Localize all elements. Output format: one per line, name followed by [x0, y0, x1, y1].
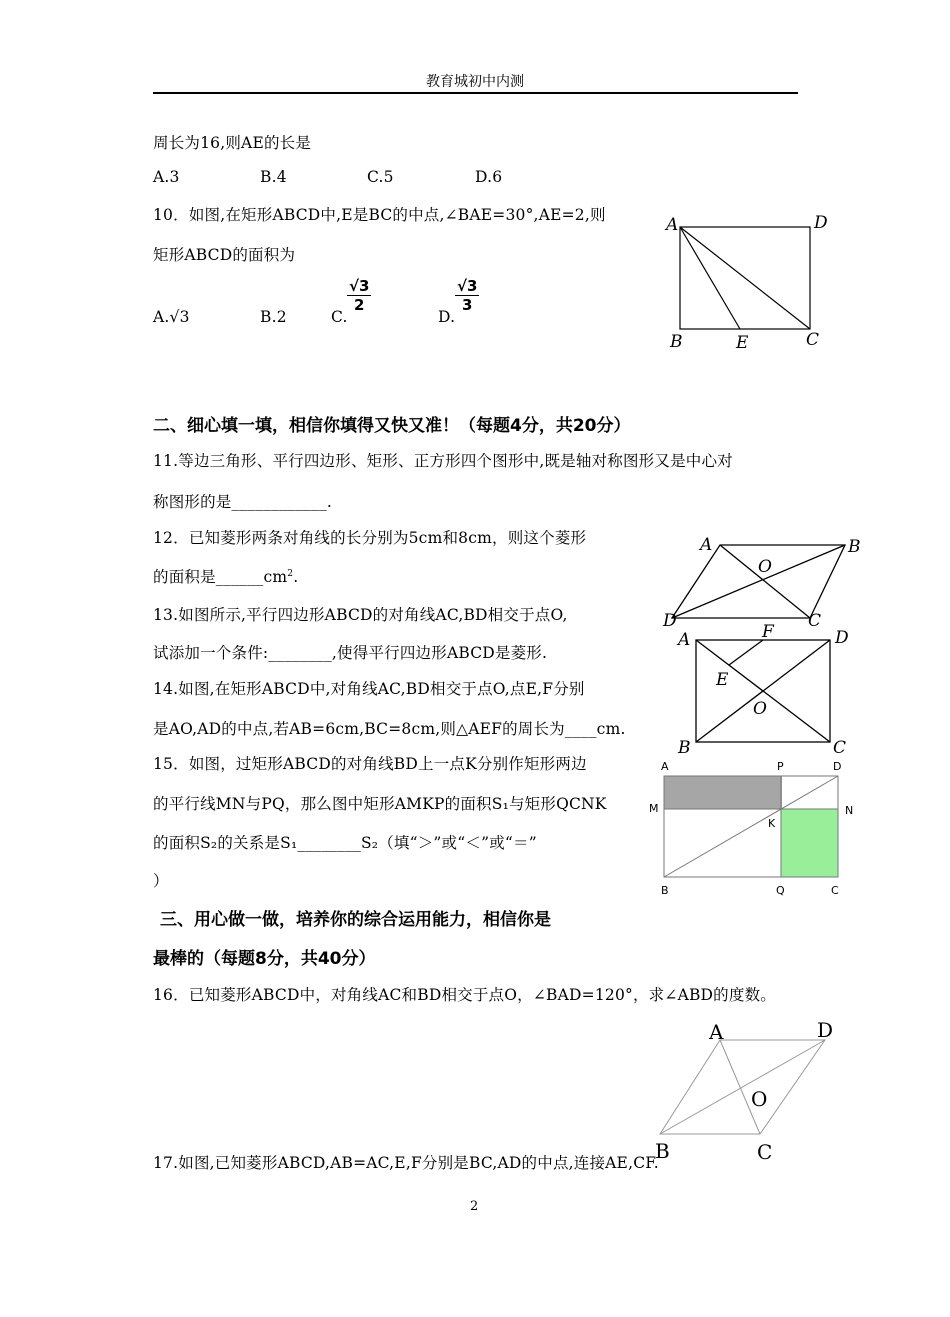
section-3-title-line-2: 最棒的（每题8分，共40分） — [153, 949, 376, 969]
fig12-label-c: C — [808, 611, 822, 631]
fig14-label-e: E — [716, 670, 729, 690]
fig12-label-a: A — [700, 535, 713, 555]
fig15-label-m: M — [649, 802, 659, 815]
fig12-label-o: O — [758, 557, 772, 577]
fig16-label-a: A — [709, 1020, 724, 1044]
fig15-label-n: N — [845, 804, 854, 817]
fig16-label-c: C — [757, 1140, 773, 1164]
fig14-label-b: B — [678, 738, 691, 758]
q13-line-1: 13.如图所示,平行四边形ABCD的对角线AC,BD相交于点O, — [153, 606, 568, 624]
fig15-area-qcnk — [781, 809, 838, 877]
q10-option-d-fraction — [455, 277, 479, 314]
fig15-label-a: A — [661, 760, 669, 773]
q9-option-d: D.6 — [475, 168, 503, 186]
fig14-label-a: A — [678, 630, 691, 650]
fig14-label-o: O — [753, 699, 767, 719]
q11-line-2: 称图形的是____________. — [153, 493, 333, 511]
q15-line-3: 的面积S₂的关系是S₁________S₂（填“＞”或“＜”或“＝” — [153, 834, 537, 852]
q17-text: 17.如图,已知菱形ABCD,AB=AC,E,F分别是BC,AD的中点,连接AE,CF. — [153, 1154, 659, 1172]
q10-option-a — [153, 308, 190, 326]
page-number: 2 — [470, 1199, 479, 1214]
q10-option-b: B.2 — [260, 308, 287, 326]
q14-line-2: 是AO,AD的中点,若AB=6cm,BC=8cm,则△AEF的周长为____cm. — [153, 720, 626, 738]
fig10-label-e: E — [736, 333, 749, 353]
fig15-label-b: B — [661, 884, 669, 897]
q10-option-d-prefix: D. — [438, 308, 456, 326]
figure-q10-rectangle — [660, 205, 840, 355]
q12-line-2-text: 的面积是______cm — [153, 568, 288, 586]
q16-text: 16．已知菱形ABCD中，对角线AC和BD相交于点O，∠BAD=120°，求∠ABD的度数。 — [153, 986, 776, 1004]
header-rule — [153, 92, 798, 94]
q10-option-c-numerator: √3 — [349, 277, 370, 295]
fig16-label-o: O — [751, 1087, 768, 1111]
fig15-label-p: P — [777, 760, 784, 773]
fig15-label-c: C — [831, 884, 839, 897]
q10-option-c-fraction — [347, 277, 371, 314]
q13-line-2: 试添加一个条件:________,使得平行四边形ABCD是菱形. — [153, 644, 548, 662]
fig15-area-amkp — [664, 776, 782, 809]
q10-line-1: 10．如图,在矩形ABCD中,E是BC的中点,∠BAE=30°,AE=2,则 — [153, 206, 606, 224]
fig10-label-b: B — [670, 332, 683, 352]
figure-q14-rectangle — [670, 620, 870, 760]
figure-q16-rhombus — [650, 1012, 850, 1167]
q12-line-1: 12．已知菱形两条对角线的长分别为5cm和8cm，则这个菱形 — [153, 529, 587, 547]
q12-line-2 — [153, 565, 298, 587]
fig14-label-d: D — [835, 628, 849, 648]
q10-option-a-value: √3 — [169, 308, 190, 326]
fig12-label-d: D — [663, 611, 677, 631]
q12-line-2-end: . — [293, 568, 299, 586]
q9-option-b: B.4 — [260, 168, 287, 186]
q15-line-4: ） — [153, 872, 169, 890]
fig14-label-f: F — [762, 622, 774, 642]
fig16-label-b: B — [655, 1139, 670, 1163]
fig10-label-a: A — [666, 215, 679, 235]
fig10-label-c: C — [806, 330, 820, 350]
figure-q15-rectangle — [645, 760, 865, 900]
q15-line-2: 的平行线MN与PQ，那么图中矩形AMKP的面积S₁与矩形QCNK — [153, 795, 607, 813]
fig15-label-q: Q — [776, 884, 785, 897]
figure-q12-parallelogram — [660, 530, 880, 631]
fig15-label-d: D — [833, 760, 842, 773]
section-2-title: 二、细心填一填，相信你填得又快又准！（每题4分，共20分） — [153, 416, 631, 436]
q9-option-a: A.3 — [153, 168, 180, 186]
q10-line-2: 矩形ABCD的面积为 — [153, 246, 296, 264]
q9-option-c: C.5 — [367, 168, 394, 186]
q10-option-c-denominator: 2 — [354, 296, 365, 314]
q14-line-1: 14.如图,在矩形ABCD中,对角线AC,BD相交于点O,点E,F分别 — [153, 680, 585, 698]
q10-option-d-numerator: √3 — [457, 277, 478, 295]
fig10-label-d: D — [814, 213, 828, 233]
fig15-label-k: K — [768, 817, 776, 830]
fig14-label-c: C — [833, 738, 847, 758]
q15-line-1: 15．如图，过矩形ABCD的对角线BD上一点K分别作矩形两边 — [153, 755, 587, 773]
q10-option-a-prefix: A. — [153, 308, 170, 326]
q10-option-d-denominator: 3 — [462, 296, 473, 314]
section-3-title-line-1: 三、用心做一做，培养你的综合运用能力，相信你是 — [160, 910, 551, 930]
q12-superscript: 2 — [287, 568, 294, 579]
page-header: 教育城初中内测 — [426, 74, 524, 90]
q10-option-c-prefix: C. — [331, 308, 348, 326]
fig12-label-b: B — [848, 537, 861, 557]
fig16-label-d: D — [817, 1018, 834, 1042]
q9-continuation: 周长为16,则AE的长是 — [153, 134, 312, 152]
q11-line-1: 11.等边三角形、平行四边形、矩形、正方形四个图形中,既是轴对称图形又是中心对 — [153, 452, 733, 470]
